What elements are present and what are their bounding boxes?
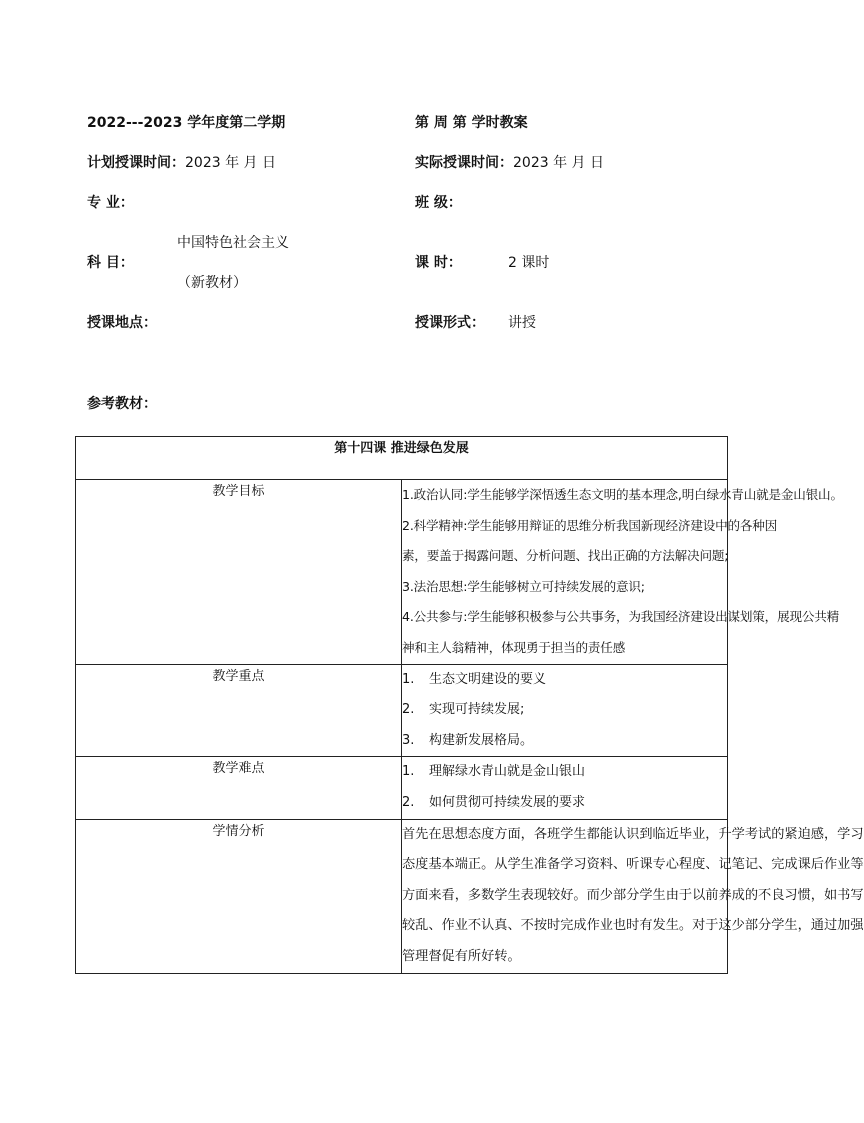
term-title: 2022---2023 学年度第二学期	[87, 115, 286, 131]
list-item-text: 构建新发展格局。	[429, 732, 534, 748]
subject-value-line2: （新教材）	[177, 275, 247, 291]
key-points-content	[402, 664, 728, 757]
form-label: 授课形式：	[415, 315, 485, 331]
list-item-number: 1.	[402, 671, 415, 687]
actual-time-label: 实际授课时间：	[415, 155, 513, 171]
list-item	[402, 695, 727, 726]
list-item-text: 生态文明建设的要义	[429, 671, 547, 687]
reference-label: 参考教材：	[87, 396, 157, 412]
venue-label: 授课地点：	[87, 315, 157, 331]
analysis-line: 首先在思想态度方面，各班学生都能认识到临近毕业，升学考试的紧迫感，学习	[402, 826, 864, 842]
table-title-row	[76, 437, 728, 480]
list-item-text: 实现可持续发展;	[429, 702, 525, 718]
subject-label: 科 目：	[87, 255, 134, 271]
subject-value-line1: 中国特色社会主义	[177, 235, 289, 251]
list-item-text: 理解绿水青山就是金山银山	[429, 764, 586, 780]
hours-label: 课 时：	[415, 255, 462, 271]
analysis-label: 学情分析	[76, 819, 402, 973]
list-item	[402, 726, 727, 757]
form-value: 讲授	[508, 315, 536, 331]
analysis-line: 管理督促有所好转。	[402, 948, 521, 964]
week-lesson-title: 第 周 第 学时教案	[415, 115, 528, 131]
list-item-number: 2.	[402, 794, 415, 810]
analysis-line: 方面来看，多数学生表现较好。而少部分学生由于以前养成的不良习惯，如书写	[402, 887, 864, 903]
objective-line: 2.科学精神:学生能够用辩证的思维分析我国新现经济建设中的各种因	[402, 517, 778, 533]
objective-line: 4.公共参与:学生能够积极参与公共事务，为我国经济建设出谋划策，展现公共精	[402, 609, 840, 625]
list-item-number: 2.	[402, 702, 415, 718]
objective-line: 神和主人翁精神，体现勇于担当的责任感	[402, 639, 626, 655]
objectives-label: 教学目标	[76, 480, 402, 665]
major-label: 专 业：	[87, 195, 134, 211]
difficulties-row	[76, 757, 728, 819]
list-item-number: 1.	[402, 764, 415, 780]
difficulties-content	[402, 757, 728, 819]
list-item-number: 3.	[402, 732, 415, 748]
difficulties-label: 教学难点	[76, 757, 402, 819]
objective-line: 3.法治思想:学生能够树立可持续发展的意识;	[402, 578, 645, 594]
actual-time	[415, 153, 604, 173]
key-points-row	[76, 664, 728, 757]
objectives-content	[402, 480, 843, 665]
objective-line: 素，要盖于揭露问题、分析问题、找出正确的方法解决问题;	[402, 548, 729, 564]
analysis-content	[402, 819, 864, 973]
list-item	[402, 665, 727, 696]
list-item	[402, 757, 727, 788]
objective-line: 1.政治认同:学生能够学深悟透生态文明的基本理念,明白绿水青山就是金山银山。	[402, 487, 843, 502]
list-item-text: 如何贯彻可持续发展的要求	[429, 794, 586, 810]
list-item	[402, 788, 727, 819]
class-label: 班 级：	[415, 195, 462, 211]
hours-value: 2 课时	[508, 255, 550, 271]
lesson-table	[75, 436, 864, 974]
analysis-row	[76, 819, 728, 973]
plan-time-value: 2023 年 月 日	[185, 155, 276, 171]
actual-time-value: 2023 年 月 日	[513, 155, 604, 171]
lesson-title: 第十四课 推进绿色发展	[76, 437, 728, 480]
analysis-line: 态度基本端正。从学生准备学习资料、听课专心程度、记笔记、完成课后作业等	[402, 857, 864, 873]
plan-time	[87, 153, 276, 173]
plan-time-label: 计划授课时间：	[87, 155, 185, 171]
key-points-label: 教学重点	[76, 664, 402, 757]
analysis-line: 较乱、作业不认真、不按时完成作业也时有发生。对于这少部分学生，通过加强	[402, 918, 864, 934]
objectives-row	[76, 480, 728, 665]
